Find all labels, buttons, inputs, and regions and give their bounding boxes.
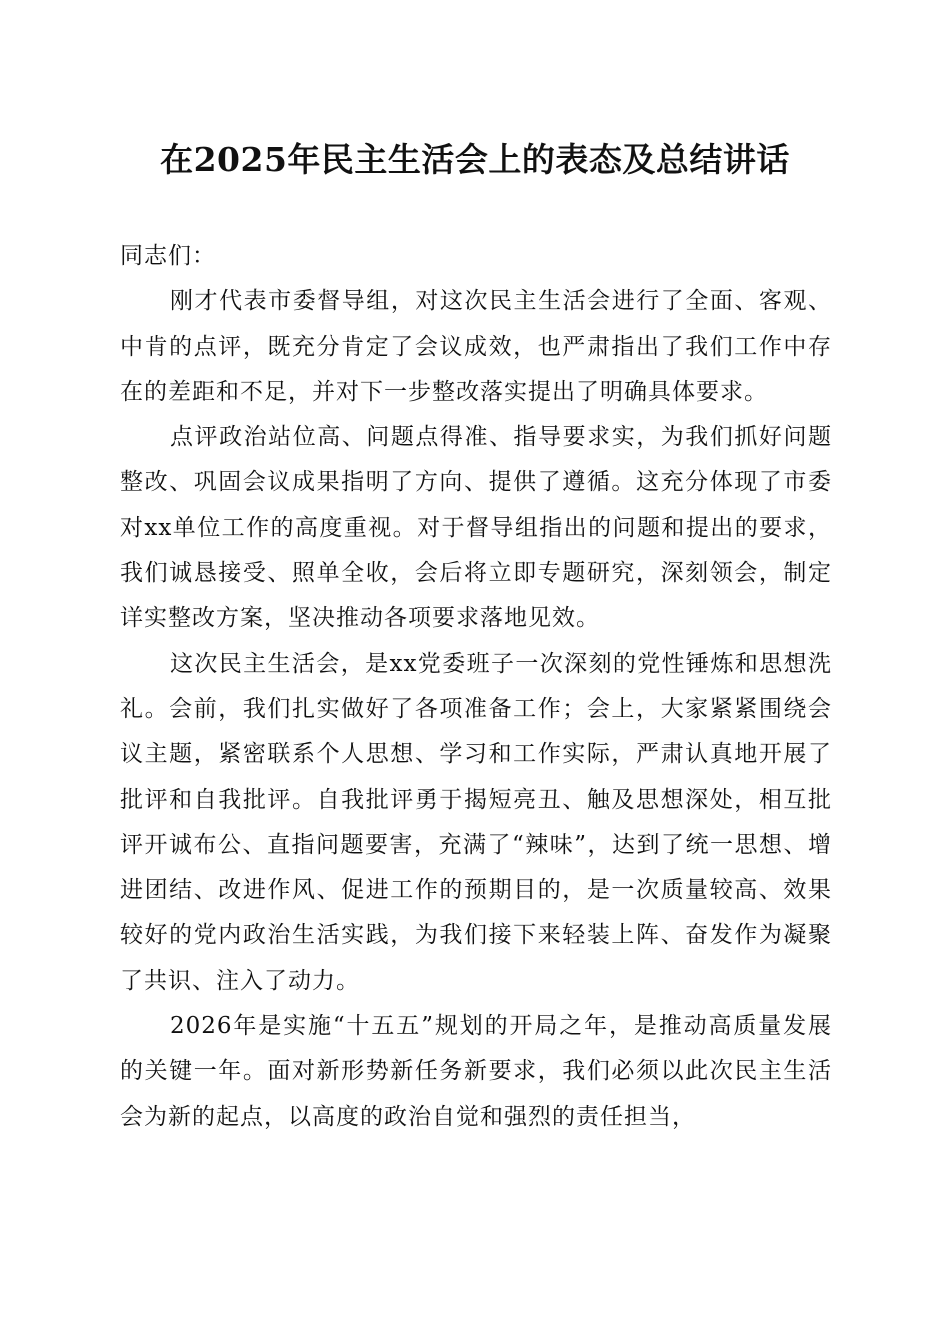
paragraph-3: 这次民主生活会，是xx党委班子一次深刻的党性锤炼和思想洗礼。会前，我们扎实做好了各项准备工作；会上，大家紧紧围绕会议主题，紧密联系个人思想、学习和工作实际，严肃认真地开展了批评和自我批评。自我批评勇于揭短亮丑、触及思想深处，相互批评开诚布公、直指问题要害，充满了“辣味”，达到了统一思想、增进团结、改进作风、促进工作的预期目的，是一次质量较高、效果较好的党内政治生活实践，为我们接下来轻装上阵、奋发作为凝聚了共识、注入了动力。 (120, 650, 832, 994)
paragraph-4: 2026年是实施“十五五”规划的开局之年，是推动高质量发展的关键一年。面对新形势新任务新要求，我们必须以此次民主生活会为新的起点，以高度的政治自觉和强烈的责任担当， (120, 1013, 832, 1130)
greeting: 同志们： (120, 243, 216, 269)
paragraph-1: 刚才代表市委督导组，对这次民主生活会进行了全面、客观、中肯的点评，既充分肯定了会议成效，也严肃指出了我们工作中存在的差距和不足，并对下一步整改落实提出了明确具体要求。 (120, 288, 832, 405)
document-body (120, 234, 832, 1140)
paragraph-2: 点评政治站位高、问题点得准、指导要求实，为我们抓好问题整改、巩固会议成果指明了方向、提供了遵循。这充分体现了市委对xx单位工作的高度重视。对于督导组指出的问题和提出的要求，我们诚恳接受、照单全收，会后将立即专题研究，深刻领会，制定详实整改方案，坚决推动各项要求落地见效。 (120, 424, 832, 632)
document-title: 在2025年民主生活会上的表态及总结讲话 (160, 140, 790, 179)
